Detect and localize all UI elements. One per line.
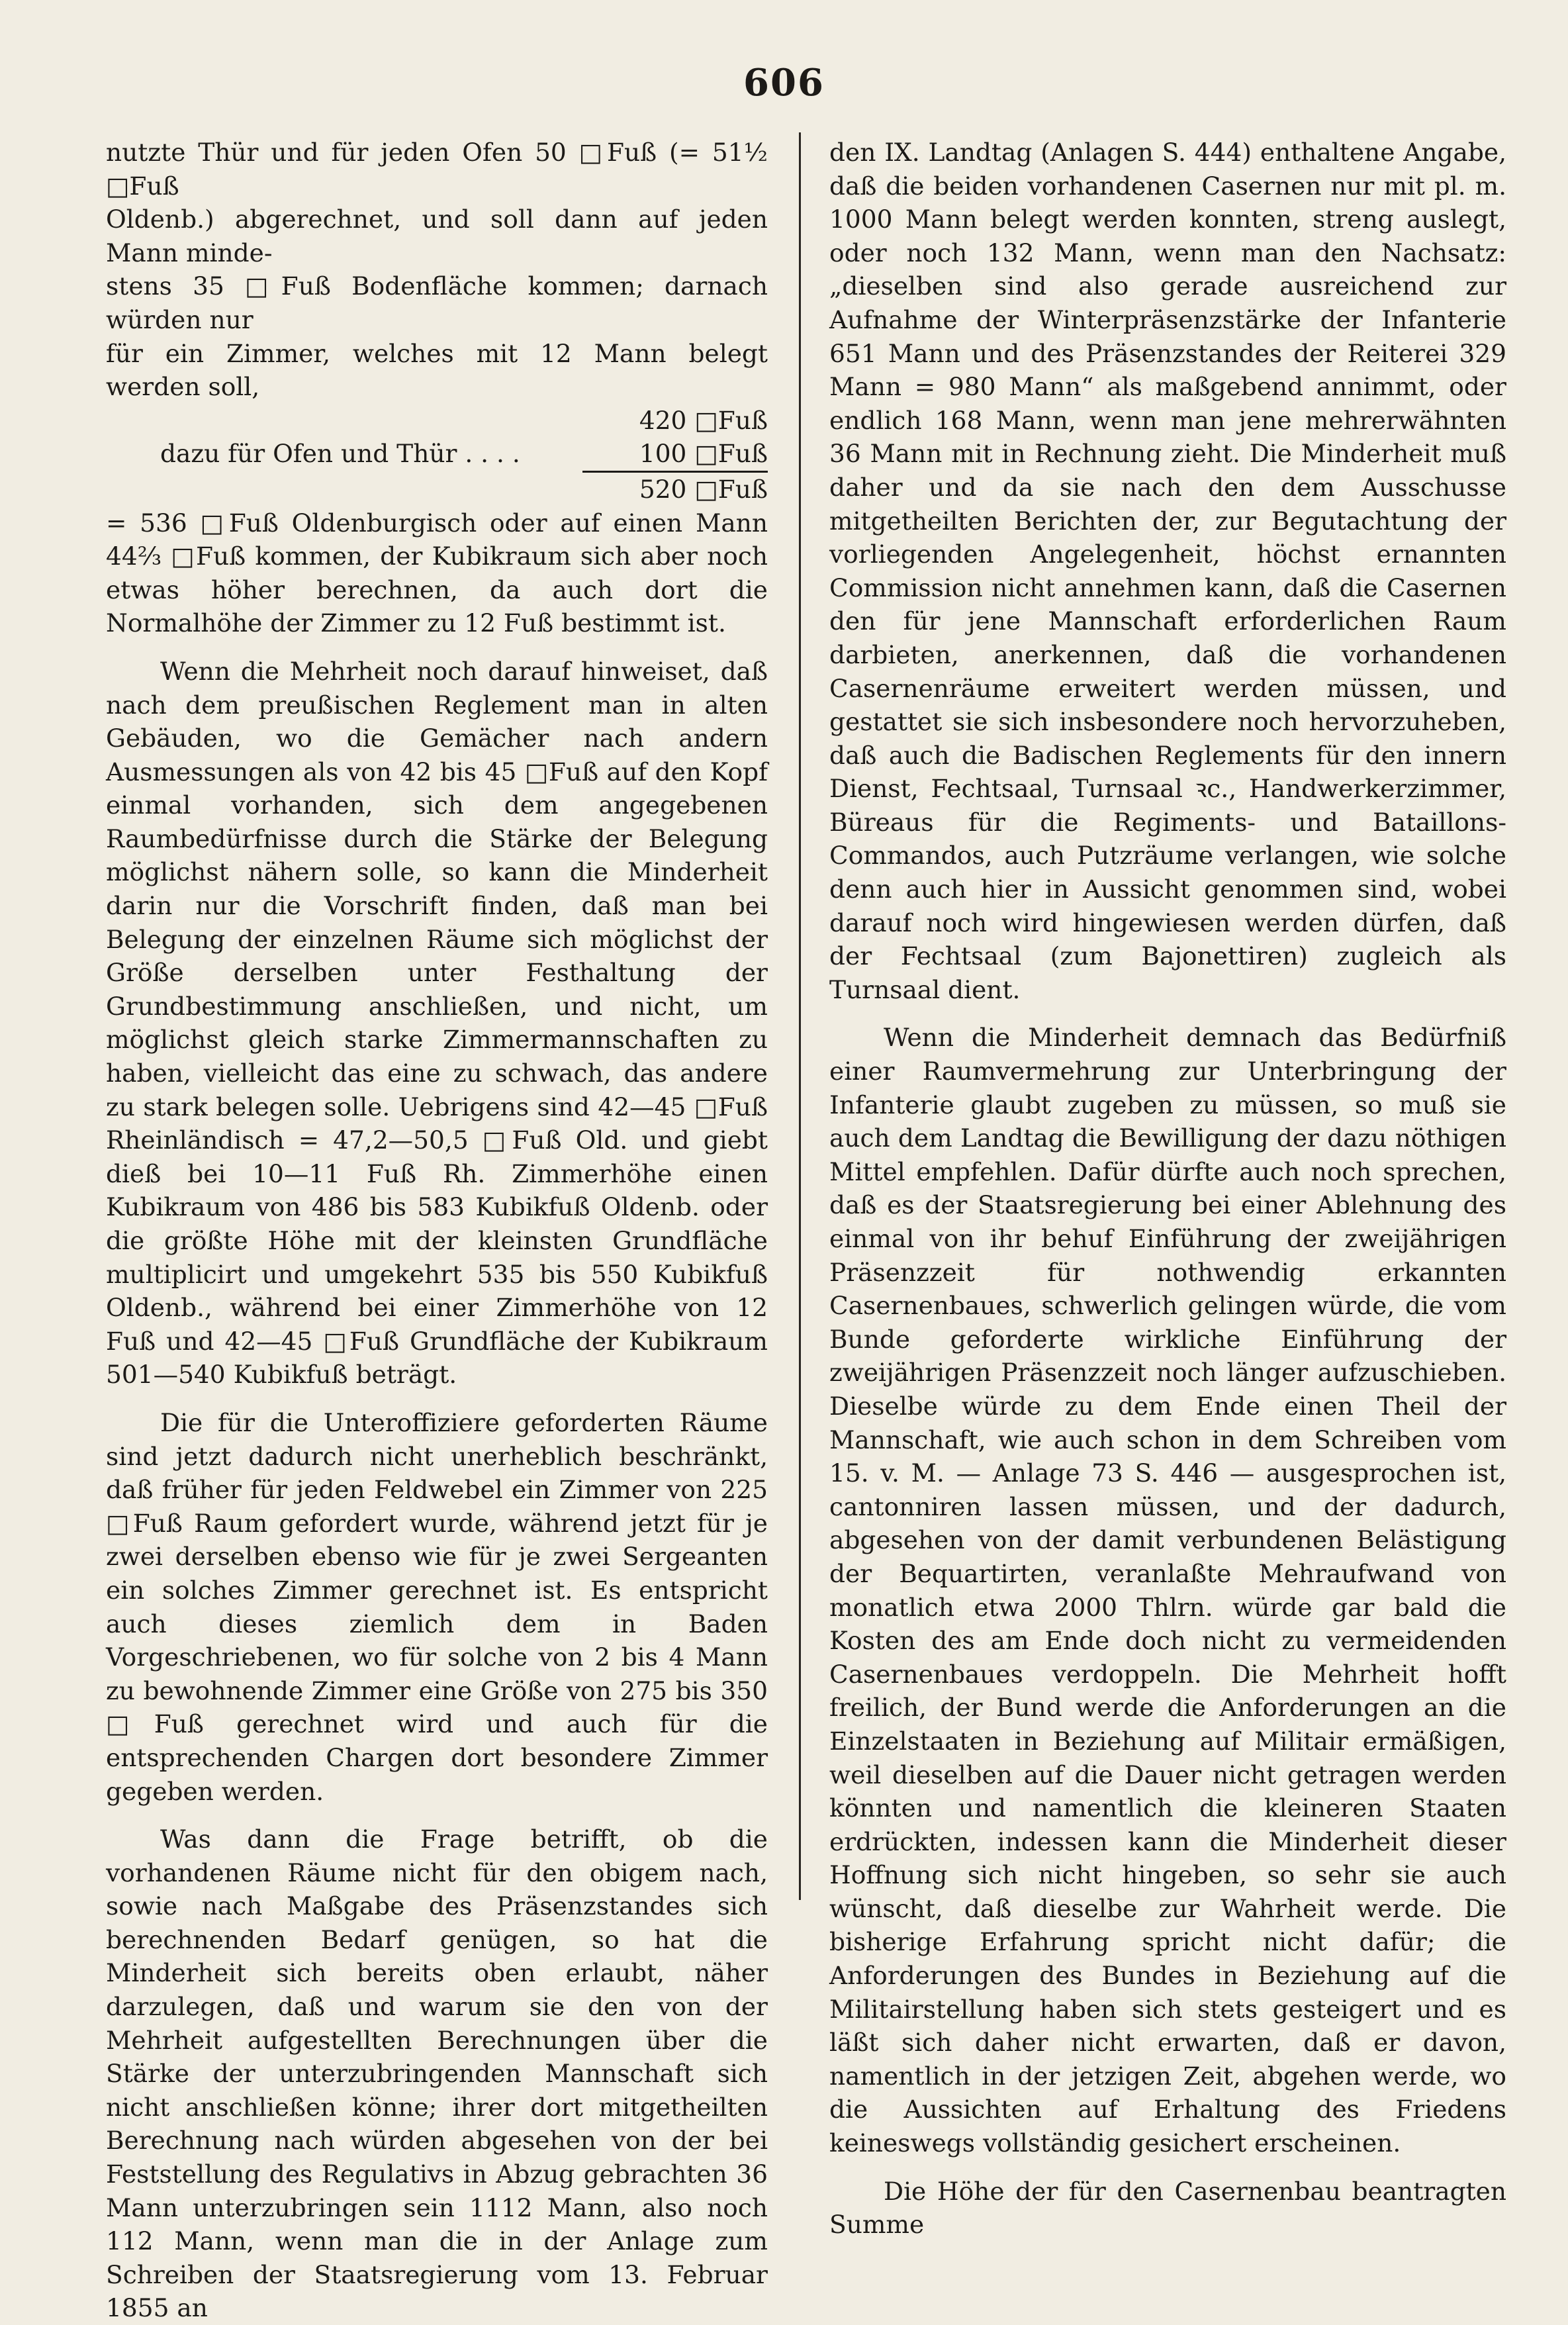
paragraph-1 (106, 136, 768, 404)
calc-row (106, 473, 768, 506)
text-line: nutzte Thür und für jeden Ofen 50 □Fuß (= 51½ □Fuß (106, 138, 768, 201)
paragraph-3: Die Höhe der für den Casernenbau beantragten Summe (829, 2176, 1506, 2240)
calc-label: dazu für Ofen und Thür . . . . (160, 439, 520, 469)
paragraph-2: Wenn die Minderheit demnach das Bedürfniß einer Raumvermehrung zur Unterbringung der Infanterie glaubt zugeben zu müssen, so muß sie auch dem Landtag die Bewilligung der dazu nöthigen Mittel empfehlen. Dafür dürfte auch noch sprechen, daß es der Staatsregierung bei einer Ablehnung des einmal von ihr behuf Einführung der zweijährigen Präsenzzeit für nothwendig erkannten Casernenbaues, schwerlich gelingen würde, die vom Bunde geforderte wirkliche Einführung der zweijährigen Präsenzzeit noch länger aufzuschieben. Dieselbe würde zu dem Ende einen Theil der Mannschaft, wie auch schon in dem Schreiben vom 15. v. M. — Anlage 73 S. 446 — ausgesprochen ist, cantonniren lassen müssen, und der dadurch, abgesehen von der damit verbundenen Belästigung der Bequartirten, veranlaßte Mehraufwand von monatlich etwa 2000 Thlrn. würde gar bald die Kosten des am Ende doch nicht zu vermeidenden Casernenbaues verdoppeln. Die Mehrheit hofft freilich, der Bund werde die Anforderungen an die Einzelstaaten in Beziehung auf Militair ermäßigen, weil dieselben auf die Dauer nicht getragen werden könnten und namentlich die kleineren Staaten erdrückten, indessen kann die Minderheit dieser Hoffnung sich nicht hingeben, so sehr sie auch wünscht, daß dieselbe zur Wahrheit werde. Die bisherige Erfahrung spricht nicht dafür; die Anforderungen des Bundes in Beziehung auf die Militairstellung haben sich stets gesteigert und es läßt sich daher nicht erwarten, daß er davon, namentlich in der jetzigen Zeit, abgehen werde, wo die Aussichten auf Erhaltung des Friedens keineswegs vollständig gesichert erscheinen. (829, 1023, 1506, 2158)
calc-row (106, 437, 768, 471)
paragraph-4: Die für die Unteroffiziere geforderten Räume sind jetzt dadurch nicht unerheblich beschränkt, daß früher für jeden Feldwebel ein Zimmer von 225 □Fuß Raum gefordert wurde, während jetzt für je zwei derselben ebenso wie für je zwei Sergeanten ein solches Zimmer gerechnet ist. Es entspricht auch dieses ziemlich dem in Baden Vorgeschriebenen, wo für solche von 2 bis 4 Mann zu bewohnende Zimmer eine Größe von 275 bis 350 □Fuß gerechnet wird und auch für die entsprechenden Chargen dort besondere Zimmer gegeben werden. (106, 1407, 768, 1806)
paragraph-2: = 536 □Fuß Oldenburgisch oder auf einen Mann 44⅔ □Fuß kommen, der Kubikraum sich aber noch etwas höher berechnen, da auch dort die Normalhöhe der Zimmer zu 12 Fuß bestimmt ist. (106, 508, 768, 638)
page-number: 606 (743, 61, 825, 105)
paragraph-1: den IX. Landtag (Anlagen S. 444) enthaltene Angabe, daß die beiden vorhandenen Casernen nur mit pl. m. 1000 Mann belegt werden konnten, streng auslegt, oder noch 132 Mann, wenn man den Nachsatz: „dieselben sind also gerade ausreichend zur Aufnahme der Winterpräsenzstärke der Infanterie 651 Mann und des Präsenzstandes der Reiterei 329 Mann = 980 Mann“ als maßgebend annimmt, oder endlich 168 Mann, wenn man jene mehrerwähnten 36 Mann mit in Rechnung zieht. Die Minderheit muß daher und da sie nach den dem Ausschusse mitgetheilten Berichten der, zur Begutachtung der vorliegenden Angelegenheit, höchst ernannten Commission nicht annehmen kann, daß die Casernen den für jene Mannschaft erforderlichen Raum darbieten, anerkennen, daß die vorhandenen Casernenräume erweitert werden müssen, und gestattet sie sich insbesondere noch hervorzuheben, daß auch die Badischen Reglements für den innern Dienst, Fechtsaal, Turnsaal ꝛc., Handwerkerzimmer, Büreaus für die Regiments- und Bataillons-Commandos, auch Putzräume verlangen, wie solche denn auch hier in Aussicht genommen sind, wobei darauf noch wird hingewiesen werden dürfen, daß der Fechtsaal (zum Bajonettiren) zugleich als Turnsaal dient. (829, 138, 1506, 1004)
calc-total: 520 □Fuß (639, 474, 768, 504)
text-line: Oldenb.) abgerechnet, und soll dann auf jeden Mann minde- (106, 205, 768, 267)
column-divider (799, 132, 801, 1900)
area-calculation (106, 404, 768, 506)
paragraph-5: Was dann die Frage betrifft, ob die vorhandenen Räume nicht für den obigem nach, sowie nach Maßgabe des Präsenzstandes sich berechnenden Bedarf genügen, so hat die Minderheit sich bereits oben erlaubt, näher darzulegen, daß und warum sie den von der Mehrheit aufgestellten Berechnungen über die Stärke der unterzubringenden Mannschaft sich nicht anschließen könne; ihrer dort mitgetheilten Berechnung nach würden abgesehen von der bei Feststellung des Regulativs in Abzug gebrachten 36 Mann unterzubringen sein 1112 Mann, also noch 112 Mann, wenn man die in der Anlage zum Schreiben der Staatsregierung vom 13. Februar 1855 an (106, 1825, 768, 2323)
calc-value: 420 □Fuß (639, 405, 768, 435)
paragraph-3: Wenn die Mehrheit noch darauf hinweiset, daß nach dem preußischen Reglement man in alten Gebäuden, wo die Gemächer nach andern Ausmessungen als von 42 bis 45 □Fuß auf den Kopf einmal vorhanden, sich dem angegebenen Raumbedürfnisse durch die Stärke der Belegung möglichst nähern solle, so kann die Minderheit darin nur die Vorschrift finden, daß man bei Belegung der einzelnen Räume sich möglichst der Größe derselben unter Festhaltung der Grundbestimmung anschließen, und nicht, um möglichst gleich starke Zimmermannschaften zu haben, vielleicht das eine zu schwach, das andere zu stark belegen solle. Uebrigens sind 42—45 □Fuß Rheinländisch = 47,2—50,5 □Fuß Old. und giebt dieß bei 10—11 Fuß Rh. Zimmerhöhe einen Kubikraum von 486 bis 583 Kubikfuß Oldenb. oder die größte Höhe mit der kleinsten Grundfläche multiplicirt und umgekehrt 535 bis 550 Kubikfuß Oldenb., während bei einer Zimmerhöhe von 12 Fuß und 42—45 □Fuß Grundfläche der Kubikraum 501—540 Kubikfuß beträgt. (106, 656, 768, 1390)
text-line: für ein Zimmer, welches mit 12 Mann belegt werden soll, (106, 338, 768, 402)
left-column (106, 136, 768, 2325)
right-column (829, 136, 1506, 2242)
text-line: stens 35 □Fuß Bodenfläche kommen; darnach würden nur (106, 271, 768, 334)
calc-row (106, 404, 768, 438)
calc-value: 100 □Fuß (639, 439, 768, 469)
